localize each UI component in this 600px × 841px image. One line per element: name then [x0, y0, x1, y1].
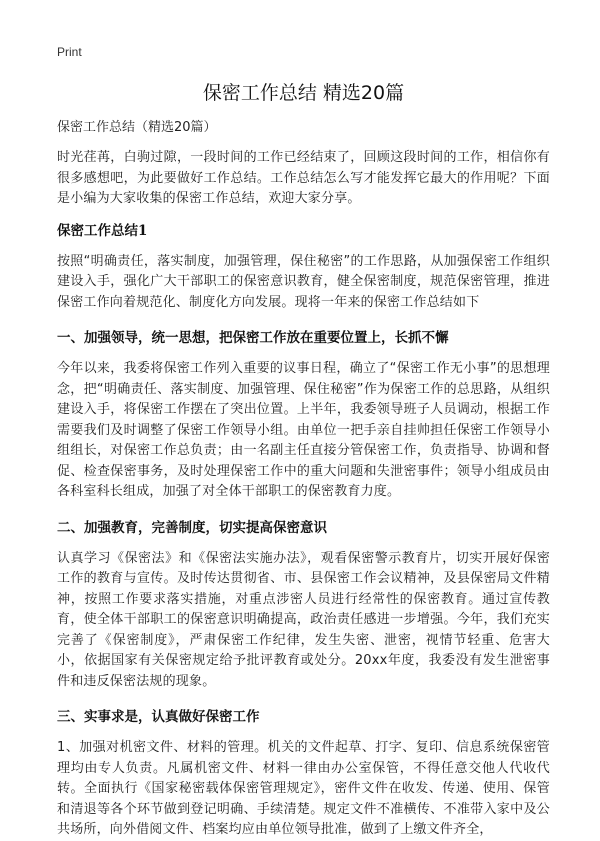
intro-paragraph: 时光荏苒，白驹过隙，一段时间的工作已经结束了，回顾这段时间的工作，相信你有很多感想吧，为此要做好工作总结。工作总结怎么写才能发挥它最大的作用呢？下面是小编为大家收集的保密工作总结，欢迎大家分享。 [57, 150, 550, 206]
heading-part-2: 二、加强教育，完善制度，切实提高保密意识 [57, 519, 327, 536]
section-1-paragraph: 按照“明确责任，落实制度，加强管理，保住秘密”的工作思路，从加强保密工作组织建设入手，强化广大干部职工的保密意识教育，健全保密制度，规范保密管理，推进保密工作向着规范化、制度化方向发展。现将一年来的保密工作总结如下 [57, 253, 550, 310]
heading-part-1: 一、加强领导，统一思想，把保密工作放在重要位置上，长抓不懈 [57, 330, 449, 346]
part-2-paragraph: 认真学习《保密法》和《保密法实施办法》，观看保密警示教育片，切实开展好保密工作的教育与宣传。及时传达贯彻省、市、县保密工作会议精神，及县保密局文件精神，按照工作要求落实措施，对重点涉密人员进行经常性的保密教育。通过宣传教育，使全体干部职工的保密意识明确提高，政治责任感进一步增强。今年，我们充实完善了《保密制度》，严肃保密工作纪律，发生失密、泄密，视情节轻重、危害大小，依据国家有关保密规定给予批评教育或处分。20xx年度，我委没有发生泄密事件和违反保密法规的现象。 [57, 550, 550, 689]
section-heading-summary-1: 保密工作总结1 [57, 222, 148, 239]
heading-part-3: 三、实事求是，认真做好保密工作 [57, 709, 260, 725]
document-subtitle: 保密工作总结（精选20篇） [57, 120, 217, 135]
part-3-paragraph: 1、加强对机密文件、材料的管理。机关的文件起草、打字、复印、信息系统保密管理均由专人负责。凡属机密文件、材料一律由办公室保管，不得任意交他人代收代转。全面执行《国家秘密载体保密管理规定》，密件文件在收发、传递、使用、保管和清退等各个环节做到登记明确、手续清楚。规定文件不准横传、不准带入家中及公共场所，向外借阅文件、档案均应由单位领导批准，做到了上缴文件齐全， [57, 740, 550, 837]
part-1-paragraph: 今年以来，我委将保密工作列入重要的议事日程，确立了“保密工作无小事”的思想理念，把“明确责任、落实制度、加强管理、保住秘密”作为保密工作的总思路，从组织建设入手，将保密工作摆在了突出位置。上半年，我委领导班子人员调动，根据工作需要我们及时调整了保密工作领导小组。由单位一把手亲自挂帅担任保密工作领导小组组长，对保密工作总负责；由一名副主任直接分管保密工作，负责指导、协调和督促、检查保密事务，及时处理保密工作中的重大问题和失泄密事件；领导小组成员由各科室科长组成，加强了对全体干部职工的保密教育力度。 [57, 361, 550, 499]
print-label[interactable]: Print [57, 45, 82, 59]
document-title: 保密工作总结 精选20篇 [202, 82, 405, 104]
